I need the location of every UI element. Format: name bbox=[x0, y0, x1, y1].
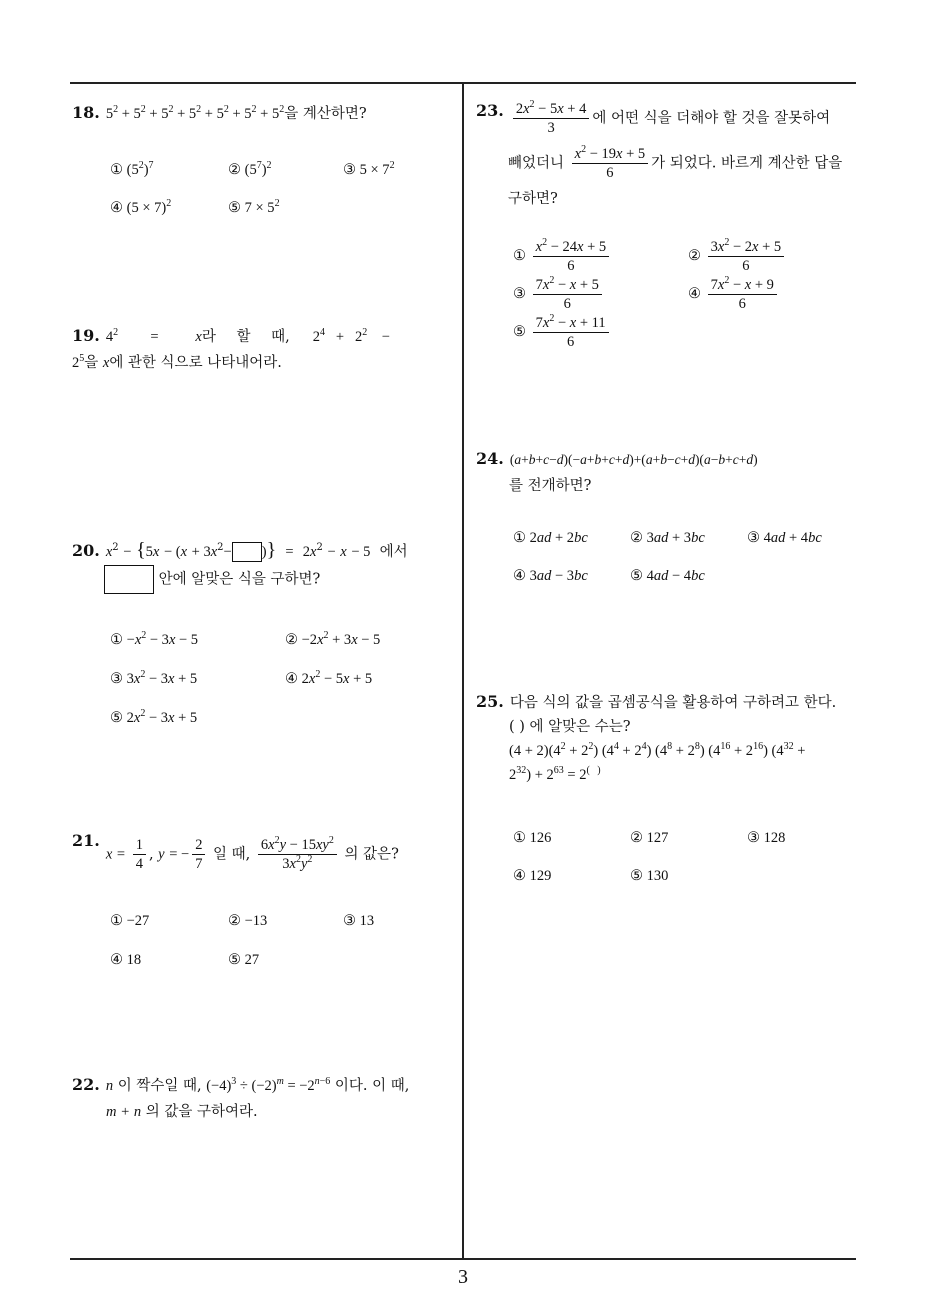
column-divider bbox=[462, 82, 464, 1260]
bottom-rule bbox=[70, 1258, 856, 1260]
option-4[interactable]: ④ $(5 \times 7)^2$ bbox=[110, 198, 172, 216]
question-25: 25. 다음 식의 값을 곱셈공식을 활용하여 구하려고 한다. ( ) 에 알맞은 수는? $(4 + 2)(4^2 + 2^2)$ $(4^4 + 2^4) (4^8 + 2^8) (4^{16} + 2^{16}) (4^{32}$ + $2^{32}) + 2^{63} = 2^{( )}$ bbox=[476, 692, 837, 783]
option-2[interactable]: ② $(5^7)^2$ bbox=[228, 160, 272, 178]
option-5[interactable]: ⑤ $\frac{7x^2 - x + 11}{6}$ bbox=[513, 314, 612, 351]
option-1[interactable]: ① $\frac{x^2 - 24x + 5}{6}$ bbox=[513, 238, 612, 275]
option-3[interactable]: ③ $\frac{7x^2 - x + 5}{6}$ bbox=[513, 276, 605, 313]
option-4[interactable]: ④ $\frac{7x^2 - x + 9}{6}$ bbox=[688, 276, 780, 313]
question-24: 24. (a+b+c−d)(−a+b+c+d)+(a+b−c+d)(a−b+c+d) 를 전개하면? bbox=[476, 449, 758, 494]
answer-box bbox=[232, 542, 262, 562]
question-number: 20. bbox=[72, 541, 100, 560]
option-1[interactable]: ① $(5^2)^7$ bbox=[110, 160, 154, 178]
question-20: 20. $x^2 - \{5x - (x + 3x^2-$ )} = $2x^2 - x - 5$ 에서 안에 알맞은 식을 구하면? bbox=[72, 537, 457, 594]
question-text: 을 계산하면? bbox=[284, 106, 367, 122]
option-3[interactable]: ③ 13 bbox=[343, 913, 375, 929]
option-2[interactable]: ② −13 bbox=[228, 913, 268, 929]
option-4[interactable]: ④ 3ad − 3bc bbox=[513, 568, 588, 584]
option-2[interactable]: ② 3ad + 3bc bbox=[630, 530, 705, 546]
answer-box bbox=[104, 565, 154, 594]
option-1[interactable]: ① −27 bbox=[110, 913, 150, 929]
option-4[interactable]: ④ $2x^2 - 5x + 5$ bbox=[285, 669, 373, 687]
option-1[interactable]: ① 126 bbox=[513, 830, 552, 846]
option-3[interactable]: ③ 4ad + 4bc bbox=[747, 530, 822, 546]
question-number: 21. bbox=[72, 831, 100, 850]
option-5[interactable]: ⑤ $7 \times 5^2$ bbox=[228, 198, 280, 216]
option-3[interactable]: ③ $3x^2 - 3x + 5$ bbox=[110, 669, 198, 687]
option-5[interactable]: ⑤ 130 bbox=[630, 868, 669, 884]
option-2[interactable]: ② $-2x^2 + 3x - 5$ bbox=[285, 630, 381, 648]
option-2[interactable]: ② 127 bbox=[630, 830, 669, 846]
option-1[interactable]: ① $-x^2 - 3x - 5$ bbox=[110, 630, 199, 648]
question-number: 25. bbox=[476, 692, 504, 711]
question-number: 19. bbox=[72, 326, 100, 345]
page-number: 3 bbox=[458, 1266, 468, 1288]
question-18: 18. $5^2 + 5^2 + 5^2 + 5^2 + 5^2 + 5^2 + 5^2$을 계산하면? bbox=[72, 103, 367, 122]
question-number: 24. bbox=[476, 449, 504, 468]
option-1[interactable]: ① 2ad + 2bc bbox=[513, 530, 588, 546]
option-5[interactable]: ⑤ $2x^2 - 3x + 5$ bbox=[110, 708, 198, 726]
option-4[interactable]: ④ 18 bbox=[110, 952, 142, 968]
option-2[interactable]: ② $\frac{3x^2 - 2x + 5}{6}$ bbox=[688, 238, 787, 275]
option-3[interactable]: ③ 128 bbox=[747, 830, 786, 846]
question-number: 22. bbox=[72, 1075, 100, 1094]
question-23: 23. $\frac{2x^2 - 5x + 4}{3}$ 에 어떤 식을 더해야 할 것을 잘못하여 빼었더니 $\frac{x^2 - 19x + 5}{6}$ 가 되었다. 바르게 계산한 답을 구하면? bbox=[476, 99, 843, 207]
option-5[interactable]: ⑤ 4ad − 4bc bbox=[630, 568, 705, 584]
question-number: 23. bbox=[476, 101, 504, 120]
option-4[interactable]: ④ 129 bbox=[513, 868, 552, 884]
option-5[interactable]: ⑤ 27 bbox=[228, 952, 260, 968]
question-21: 21.x = $\frac{1}{4}$ , y = − $\frac{2}{7}$ 일 때, $\frac{6x^2y - 15xy^2}{3x^2y^2}$ 의 값은? bbox=[72, 831, 399, 872]
option-3[interactable]: ③ $5 \times 7^2$ bbox=[343, 160, 395, 178]
question-22: 22. n 이 짝수일 때, $(-4)^3 \div (-2)^m = -2^{n-6}$ 이다. 이 때, m + n 의 값을 구하여라. bbox=[72, 1075, 410, 1120]
question-19: 19. $4^2$ = x라 할 때, $2^4 + 2^2$ − $2^5$을 x에 관한 식으로 나타내어라. bbox=[72, 326, 390, 371]
question-number: 18. bbox=[72, 103, 100, 122]
